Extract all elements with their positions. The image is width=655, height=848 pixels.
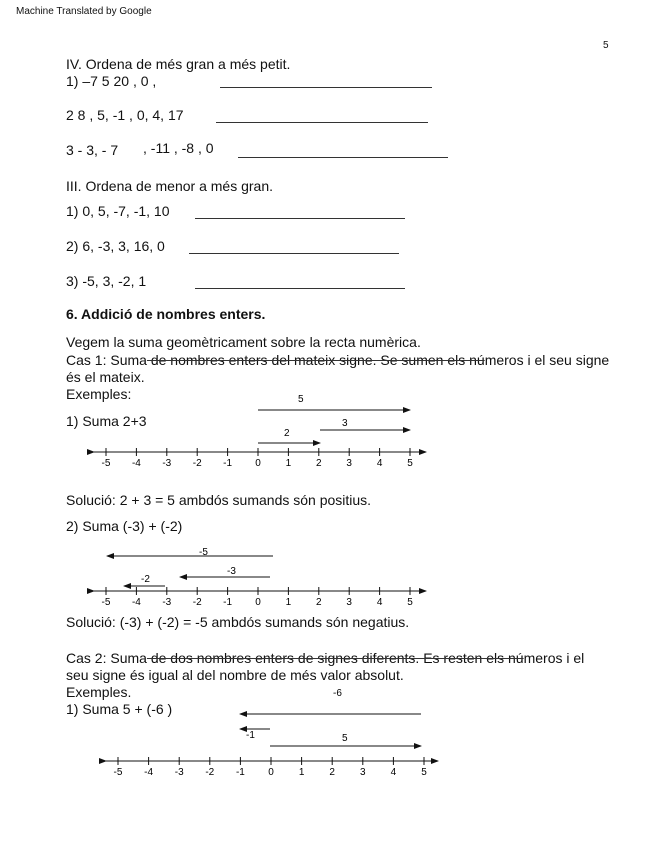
section-iv-q3b: , -11 , -8 , 0 bbox=[143, 140, 214, 156]
tick-label: 0 bbox=[255, 597, 261, 608]
tick-label: -1 bbox=[235, 767, 245, 778]
example2-label: 2) Suma (-3) + (-2) bbox=[66, 518, 183, 534]
section-iv-q2: 2 8 , 5, -1 , 0, 4, 17 bbox=[66, 107, 184, 123]
case2-text-line2: seu signe és igual al del nombre de més valor absolut. bbox=[66, 667, 404, 683]
tick-label: -3 bbox=[174, 767, 184, 778]
tick-label: 0 bbox=[255, 458, 261, 469]
tick-label: -2 bbox=[192, 458, 202, 469]
tick-label: 1 bbox=[285, 458, 292, 469]
solution2: Solució: (-3) + (-2) = -5 ambdós sumands són negatius. bbox=[66, 614, 410, 630]
diagram1-number-line bbox=[94, 394, 426, 469]
solution1: Solució: 2 + 3 = 5 ambdós sumands són positius. bbox=[66, 492, 372, 508]
arrow-label: -3 bbox=[227, 566, 236, 577]
case2-text: Cas 2: Suma de dos nombres enters de signes diferents. Es resten els números i el bbox=[66, 650, 585, 666]
examples2-label: Exemples. bbox=[66, 684, 132, 700]
tick-label: -4 bbox=[131, 597, 141, 608]
tick-label: 5 bbox=[421, 767, 427, 778]
section-iii-q3: 3) -5, 3, -2, 1 bbox=[66, 273, 147, 289]
tick-label: -5 bbox=[113, 767, 123, 778]
section-iv-q3a: 3 - 3, - 7 bbox=[66, 142, 119, 158]
tick-label: 0 bbox=[268, 767, 274, 778]
tick-label: 5 bbox=[407, 597, 413, 608]
tick-label: 2 bbox=[316, 597, 322, 608]
section-iii-q1: 1) 0, 5, -7, -1, 10 bbox=[66, 203, 170, 219]
example1-label: 1) Suma 2+3 bbox=[66, 413, 147, 429]
tick-label: -3 bbox=[162, 458, 172, 469]
case1-text-line2: és el mateix. bbox=[66, 369, 145, 385]
arrow-label: 3 bbox=[342, 418, 348, 429]
section-iv-title: IV. Ordena de més gran a més petit. bbox=[66, 56, 291, 72]
tick-label: -1 bbox=[223, 597, 233, 608]
case1-text: Cas 1: Suma de nombres enters del mateix signe. Se sumen els números i el seu signe bbox=[66, 352, 610, 368]
section-6-title: 6. Addició de nombres enters. bbox=[66, 306, 266, 322]
tick-label: 2 bbox=[316, 458, 322, 469]
diagram3-number-line bbox=[106, 688, 438, 778]
tick-label: -2 bbox=[205, 767, 215, 778]
arrow-label: 5 bbox=[342, 733, 348, 744]
tick-label: 5 bbox=[407, 458, 413, 469]
tick-label: -4 bbox=[144, 767, 154, 778]
tick-label: -2 bbox=[192, 597, 202, 608]
arrow-label: -6 bbox=[333, 688, 342, 699]
section-iii-q2: 2) 6, -3, 3, 16, 0 bbox=[66, 238, 165, 254]
arrow-label: 2 bbox=[284, 428, 290, 439]
machine-translated-note: Machine Translated by Google bbox=[16, 6, 152, 17]
tick-label: 2 bbox=[329, 767, 335, 778]
diagram2-number-line bbox=[94, 547, 426, 608]
examples-label: Exemples: bbox=[66, 386, 132, 402]
arrow-label: 5 bbox=[298, 394, 304, 405]
tick-label: 4 bbox=[390, 767, 397, 778]
section-iii-title: III. Ordena de menor a més gran. bbox=[66, 178, 273, 194]
tick-label: 3 bbox=[360, 767, 366, 778]
tick-label: 4 bbox=[376, 597, 383, 608]
tick-label: 1 bbox=[285, 597, 292, 608]
arrow-label: -1 bbox=[246, 730, 255, 741]
tick-label: -5 bbox=[101, 458, 111, 469]
page-number: 5 bbox=[603, 40, 609, 51]
section-iv-q1: 1) –7 5 20 , 0 , bbox=[66, 73, 157, 89]
tick-label: 3 bbox=[346, 597, 352, 608]
tick-label: 3 bbox=[346, 458, 352, 469]
arrow-label: -5 bbox=[199, 547, 208, 558]
tick-label: 4 bbox=[376, 458, 383, 469]
tick-label: 1 bbox=[298, 767, 305, 778]
tick-label: -5 bbox=[101, 597, 111, 608]
section-6-intro: Vegem la suma geomètricament sobre la recta numèrica. bbox=[66, 334, 421, 350]
arrow-label: -2 bbox=[141, 574, 150, 585]
tick-label: -3 bbox=[162, 597, 172, 608]
example3-label: 1) Suma 5 + (-6 ) bbox=[66, 701, 173, 717]
tick-label: -4 bbox=[131, 458, 141, 469]
tick-label: -1 bbox=[223, 458, 233, 469]
